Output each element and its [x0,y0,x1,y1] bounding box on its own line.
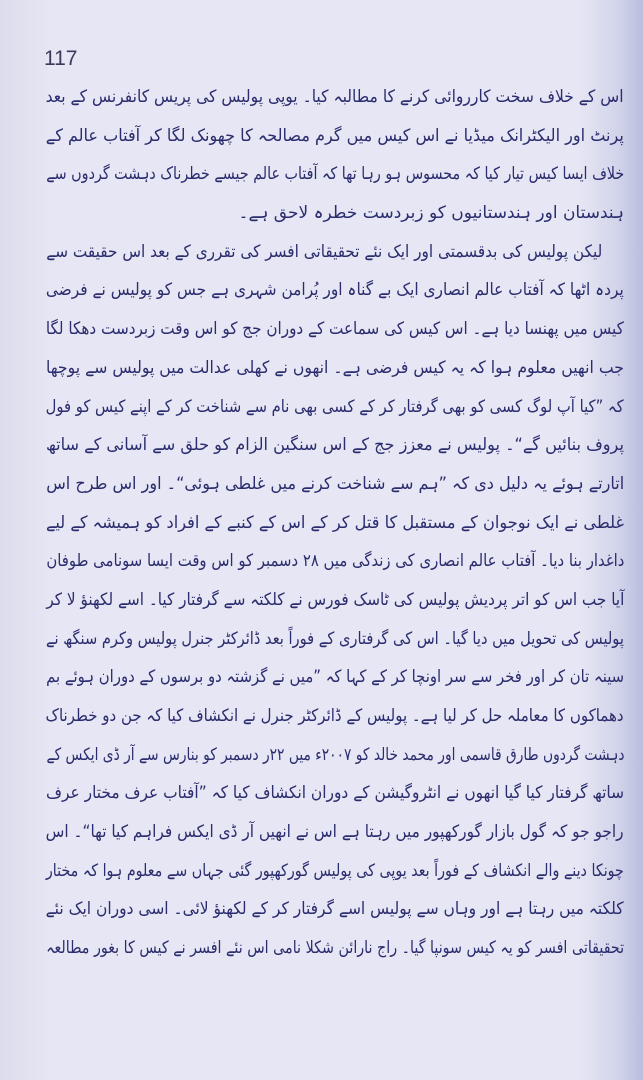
text-line [46,581,624,620]
text-line [46,697,624,736]
text-line-content: چونکا دینے والے انکشاف کے فوراً بعد یوپی کی پولیس گورکھپور گئی جہاں سے معلوم ہوا کہ مختار [46,860,624,881]
page-number: 117 [44,47,78,70]
text-line-content: غلطی نے ایک نوجوان کے مستقبل کا قتل کر کے اس کے کنبے کے افراد کو ہمیشہ کے لیے [46,512,624,533]
text-line-content: خلاف ایسا کیس تیار کیا کہ محسوس ہو رہا تھا کہ آفتاب عالم جیسے خطرناک دہشت گردوں سے [46,164,624,185]
text-line [46,426,624,465]
text-line-content: دھماکوں کا معاملہ حل کر لیا ہے۔ پولیس کے ڈائرکٹر جنرل نے انکشاف کیا کہ جن دو خطرناک [46,706,624,726]
text-line-content: پردہ اٹھا کہ آفتاب عالم انصاری ایک بے گناہ اور پُرامن شہری ہے جس کو پولیس نے فرضی [46,280,624,301]
text-line-content: داغدار بنا دیا۔ آفتاب عالم انصاری کی زندگی میں ۲۸ دسمبر کو اس وقت ایسا سونامی طوفان [46,551,624,572]
text-line-content: جب انھیں معلوم ہوا کہ یہ کیس فرضی ہے۔ انھوں نے کھلی عدالت میں پولیس سے پوچھا [46,357,624,378]
text-line [46,813,624,852]
text-line [46,465,624,504]
page-body-text [46,78,624,968]
text-line [46,388,624,427]
text-line [46,890,624,929]
text-line-content: لیکن پولیس کی بدقسمتی اور ایک نئے تحقیقاتی افسر کی تقرری کے بعد اس حقیقت سے [46,241,602,262]
text-line [46,736,624,775]
text-line [46,155,624,194]
text-line-content: راجو جو کہ گول بازار گورکھپور میں رہتا ہے اس نے انھیں آر ڈی ایکس فراہم کیا تھا“۔ اس [46,822,624,843]
text-line-content: پروف بنائیں گے“۔ پولیس نے معزز جج کے اس سنگین الزام کو حلق سے آسانی کے ساتھ [46,435,624,456]
text-line-content: پرنٹ اور الیکٹرانک میڈیا نے اس کیس میں گرم مصالحہ کا چھونک لگا کر آفتاب عالم کے [46,125,624,146]
text-line [46,349,624,388]
text-line [46,542,624,581]
text-line [46,117,624,156]
text-line-content: کیس میں پھنسا دیا ہے۔ اس کیس کی سماعت کے دوران جج کو اس وقت زبردست دھکا لگا [46,319,624,340]
text-line [46,194,624,233]
text-line-content: آیا جب اس کو اتر پردیش پولیس کی ٹاسک فورس نے کلکتہ سے گرفتار کیا۔ اسے لکھنؤ لا کر [46,589,624,610]
text-line [46,852,624,891]
text-line [46,774,624,813]
text-line-content: ساتھ گرفتار کیا گیا انھوں نے انٹروگیشن کے دوران انکشاف کیا کہ ”آفتاب عرف مختار عرف [46,783,624,804]
text-line [46,271,624,310]
text-line [46,658,624,697]
text-line-content: پولیس کی تحویل میں دیا گیا۔ اس کی گرفتاری کے فوراً بعد ڈائرکٹر جنرل پولیس وکرم سنگھ نے [46,628,624,649]
text-line-content: اتارتے ہوئے یہ دلیل دی کہ ”ہم سے شناخت کرنے میں غلطی ہوئی“۔ اور اس طرح اس [46,473,624,494]
text-line-content: کلکتہ میں رہتا ہے اور وہاں سے پولیس اسے گرفتار کر کے لکھنؤ لائی۔ اسی دوران ایک نئے [46,899,624,920]
text-line-content: سینہ تان کر اور فخر سے سر اونچا کر کے کہا کہ ”میں نے گزشتہ دو برسوں کے دوران ہوئے بم [46,667,624,688]
text-line [46,929,624,968]
text-line [46,78,624,117]
text-line-content: تحقیقاتی افسر کو یہ کیس سونپا گیا۔ راج نارائن شکلا نامی اس نئے افسر نے کیس کا بغور مطالعہ [46,938,624,959]
text-line [46,504,624,543]
text-line [46,233,624,272]
text-line-content: کہ ”کیا آپ لوگ کسی کو بھی گرفتار کر کے کسی بھی نام سے شناخت کر کے اپنے کیس کو فول [46,396,624,417]
text-line-content: اس کے خلاف سخت کارروائی کرنے کا مطالبہ کیا۔ یوپی پولیس کی پریس کانفرنس کے بعد [46,87,624,107]
text-line-content: دہشت گردوں طارق قاسمی اور محمد خالد کو ۲۰۰۷ء میں ۲۲ر دسمبر کو بنارس سے آر ڈی ایکس کے [46,744,624,765]
text-line-content: ہندستان اور ہندستانیوں کو زبردست خطرہ لاحق ہے۔ [238,203,624,224]
text-line [46,620,624,659]
text-line [46,310,624,349]
